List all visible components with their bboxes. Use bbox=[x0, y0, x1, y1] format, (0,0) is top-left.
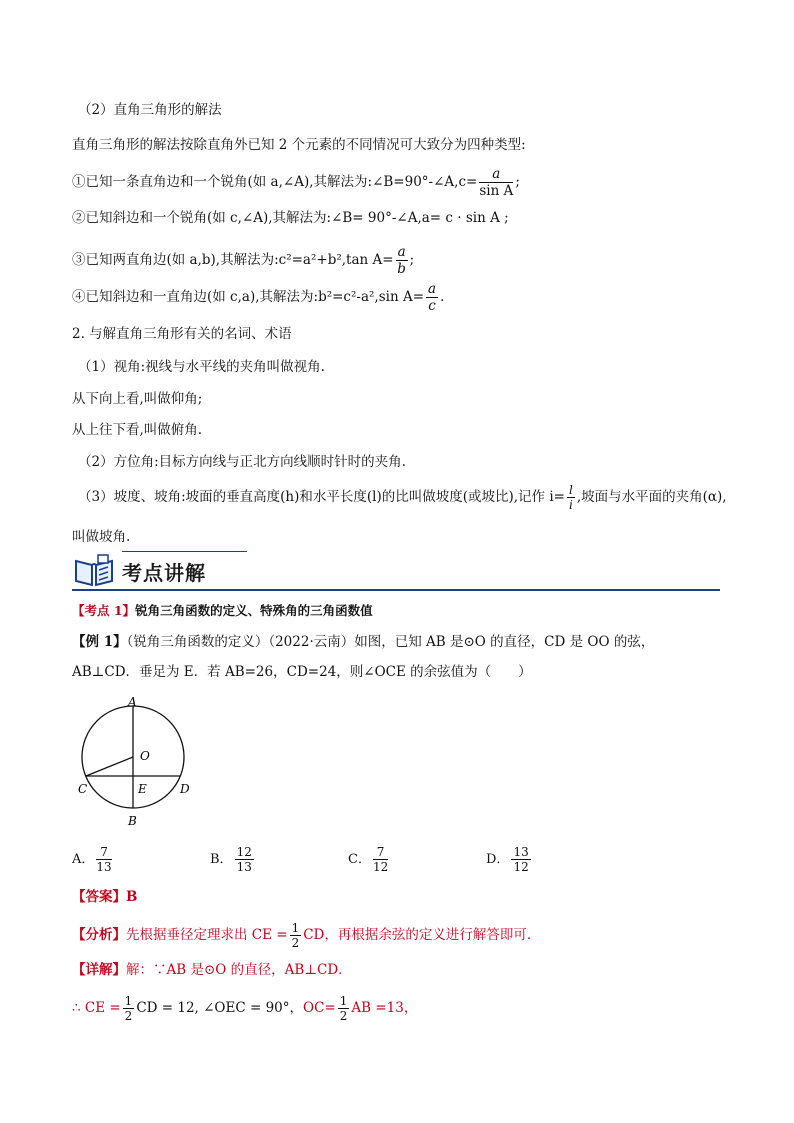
answer-label: 【答案】 bbox=[72, 889, 126, 905]
label-b: B bbox=[128, 814, 137, 828]
fraction-numerator: l bbox=[568, 483, 573, 497]
option-fraction bbox=[96, 845, 111, 874]
fraction-denominator: 2 bbox=[291, 936, 300, 950]
option-c bbox=[348, 845, 390, 874]
term-1a: 从下向上看,叫做仰角; bbox=[72, 391, 203, 407]
case-1-text: ①已知一条直角边和一个锐角(如 a,∠A),其解法为:∠B=90°-∠A,c= bbox=[72, 174, 478, 190]
term-2: （2）方位角:目标方向线与正北方向线顺时针时的夹角. bbox=[78, 454, 406, 470]
option-letter: C． bbox=[348, 852, 371, 867]
option-letter: A． bbox=[72, 852, 95, 867]
detail2-end: AB =13， bbox=[351, 1000, 418, 1016]
term-3-continued: 叫做坡角. bbox=[72, 529, 131, 545]
case-1 bbox=[72, 166, 520, 199]
segment-oc bbox=[86, 757, 133, 776]
answer-value: B bbox=[126, 889, 138, 905]
detail-text: 解：∵AB 是⊙O 的直径，AB⊥CD． bbox=[126, 962, 352, 978]
fraction-numerator: 7 bbox=[96, 845, 111, 860]
case-3-end: ; bbox=[409, 252, 415, 268]
key-point-text: 锐角三角函数的定义、特殊角的三角函数值 bbox=[135, 603, 373, 618]
case-1-end: ; bbox=[515, 174, 520, 190]
fraction-numerator: 12 bbox=[236, 845, 252, 859]
detail2-fraction bbox=[123, 994, 135, 1023]
paragraph-intro: 直角三角形的解法按除直角外已知 2 个元素的不同情况可大致分为四种类型: bbox=[72, 137, 526, 153]
fraction-numerator: 1 bbox=[339, 994, 348, 1008]
label-d: D bbox=[180, 782, 190, 796]
banner-rule bbox=[72, 589, 720, 591]
fraction-numerator: 1 bbox=[291, 921, 300, 935]
analysis bbox=[72, 921, 540, 950]
analysis-text: 先根据垂径定理求出 CE = bbox=[126, 927, 288, 943]
example-label: 【例 1】 bbox=[72, 634, 127, 650]
terms-heading: 2. 与解直角三角形有关的名词、术语 bbox=[72, 326, 292, 342]
analysis-fraction bbox=[290, 921, 302, 950]
label-c: C bbox=[78, 782, 88, 796]
fraction-denominator: 13 bbox=[236, 860, 252, 874]
fraction-denominator: c bbox=[428, 298, 436, 314]
section-title: 考点讲解 bbox=[122, 561, 206, 585]
fraction-numerator: 13 bbox=[513, 845, 529, 859]
book-icon bbox=[72, 553, 116, 587]
label-e: E bbox=[138, 782, 147, 796]
detail2-oc: OC= bbox=[303, 1000, 336, 1016]
example-1-line2: AB⊥CD．垂足为 E．若 AB=26，CD=24，则∠OCE 的余弦值为（ ） bbox=[72, 664, 532, 680]
example-text: （锐角三角函数的定义）（2022·云南）如图，已知 AB 是⊙O 的直径，CD 是 OO 的弦， bbox=[126, 634, 655, 650]
fraction-numerator: a bbox=[479, 166, 513, 183]
case-2: ②已知斜边和一个锐角(如 c,∠A),其解法为:∠B= 90°-∠A,a= c · sin A ; bbox=[72, 210, 509, 226]
term-3-text: （3）坡度、坡角:坡面的垂直高度(h)和水平长度(l)的比叫做坡度(或坡比),记作 i= bbox=[78, 489, 565, 505]
option-d bbox=[486, 845, 533, 874]
fraction-denominator: 12 bbox=[372, 860, 389, 874]
detail-line2 bbox=[72, 994, 417, 1023]
term-1b: 从上往下看,叫做俯角. bbox=[72, 422, 203, 438]
option-fraction bbox=[373, 845, 388, 874]
term-3 bbox=[78, 483, 727, 512]
analysis-text-end: CD，再根据余弦的定义进行解答即可． bbox=[303, 927, 541, 943]
term-3-text-end: ,坡面与水平面的夹角(α), bbox=[576, 489, 727, 505]
case-4-fraction bbox=[426, 281, 438, 314]
section-banner bbox=[72, 551, 720, 591]
answer bbox=[72, 887, 137, 907]
fraction-numerator: 1 bbox=[124, 994, 133, 1008]
subsection-title: （2）直角三角形的解法 bbox=[78, 102, 222, 118]
detail bbox=[72, 960, 352, 980]
term-1: （1）视角:视线与水平线的夹角叫做视角. bbox=[78, 359, 325, 375]
case-3-text: ③已知两直角边(如 a,b),其解法为:c²=a²+b²,tan A= bbox=[72, 252, 394, 268]
example-1 bbox=[72, 632, 654, 652]
analysis-label: 【分析】 bbox=[72, 927, 126, 943]
case-1-fraction bbox=[479, 166, 513, 199]
fraction-denominator: b bbox=[397, 261, 406, 277]
key-point-1 bbox=[72, 601, 373, 621]
fraction-denominator: i bbox=[568, 498, 573, 512]
case-4-end: . bbox=[440, 289, 445, 305]
detail2-fraction2 bbox=[338, 994, 350, 1023]
option-letter: D． bbox=[486, 852, 510, 867]
fraction-denominator: 13 bbox=[96, 860, 112, 874]
key-point-label: 【考点 1】 bbox=[72, 603, 136, 618]
case-3-fraction bbox=[396, 244, 408, 277]
fraction-denominator: 12 bbox=[513, 860, 529, 874]
case-4-text: ④已知斜边和一直角边(如 c,a),其解法为:b²=c²-a²,sin A= bbox=[72, 289, 425, 305]
fraction-numerator: a bbox=[428, 281, 437, 297]
case-3 bbox=[72, 244, 414, 277]
option-a bbox=[72, 845, 114, 874]
label-a: A bbox=[128, 695, 137, 709]
detail2-mid: CD = 12, ∠OEC = 90°， bbox=[136, 1000, 304, 1016]
fraction-denominator: 2 bbox=[339, 1009, 348, 1023]
fraction-numerator: 7 bbox=[373, 845, 388, 860]
banner-top-line bbox=[122, 551, 247, 552]
detail-label: 【详解】 bbox=[72, 962, 126, 978]
option-b bbox=[210, 845, 256, 874]
circle-figure bbox=[70, 695, 210, 830]
label-o: O bbox=[140, 749, 150, 763]
fraction-numerator: a bbox=[397, 244, 406, 260]
fraction-denominator: 2 bbox=[124, 1009, 133, 1023]
option-fraction bbox=[235, 845, 254, 874]
option-fraction bbox=[511, 845, 530, 874]
case-4 bbox=[72, 281, 444, 314]
detail2-text: ∴ CE = bbox=[72, 1000, 121, 1016]
option-letter: B． bbox=[210, 852, 233, 867]
term-3-fraction bbox=[567, 483, 575, 512]
fraction-denominator: sin A bbox=[479, 183, 514, 199]
